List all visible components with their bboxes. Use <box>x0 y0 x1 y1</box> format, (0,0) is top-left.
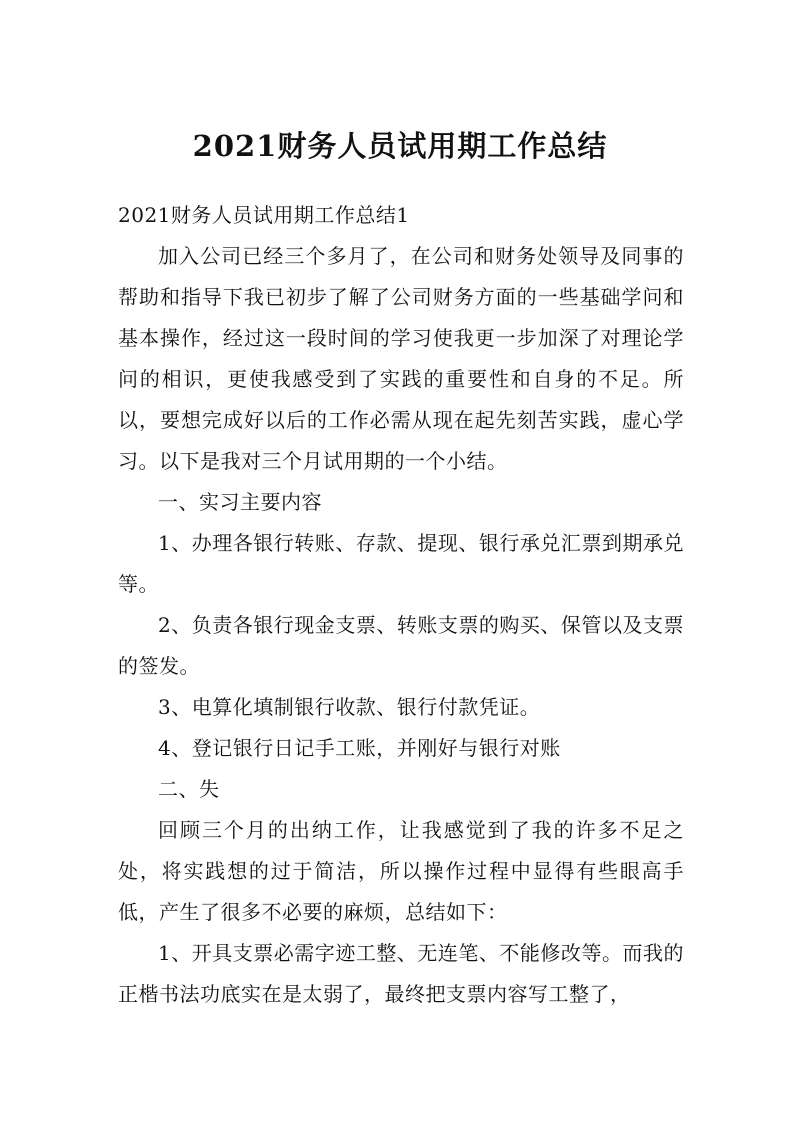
list-item-2: 2、负责各银行现金支票、转账支票的购买、保管以及支票的签发。 <box>118 613 684 678</box>
list-item-1: 1、办理各银行转账、存款、提现、银行承兑汇票到期承兑等。 <box>118 531 684 596</box>
shortcoming-item-1: 1、开具支票必需字迹工整、无连笔、不能修改等。而我的正楷书法功底实在是太弱了，最终把支票内容写工整了， <box>118 941 684 1006</box>
list-item-3: 3、电算化填制银行收款、银行付款凭证。 <box>158 695 541 719</box>
document-title: 2021财务人员试用期工作总结 <box>192 129 608 163</box>
heading-internship-content: 一、实习主要内容 <box>158 490 322 514</box>
heading-shortcomings: 二、失 <box>158 777 220 801</box>
paragraph-intro: 加入公司已经三个多月了，在公司和财务处领导及同事的帮助和指导下我已初步了解了公司财务方面的一些基础学问和基本操作，经过这一段时间的学习使我更一步加深了对理论学问的相识，更使我感受到了实践的重要性和自身的不足。所以，要想完成好以后的工作必需从现在起先刻苦实践，虚心学习。以下是我对三个月试用期的一个小结。 <box>118 244 684 473</box>
paragraph-review: 回顾三个月的出纳工作，让我感觉到了我的许多不足之处，将实践想的过于简洁，所以操作过程中显得有些眼高手低，产生了很多不必要的麻烦，总结如下： <box>118 818 684 924</box>
list-item-4: 4、登记银行日记手工账，并刚好与银行对账 <box>158 736 561 760</box>
document-body <box>118 195 684 1015</box>
section-subtitle: 2021财务人员试用期工作总结1 <box>118 203 410 227</box>
